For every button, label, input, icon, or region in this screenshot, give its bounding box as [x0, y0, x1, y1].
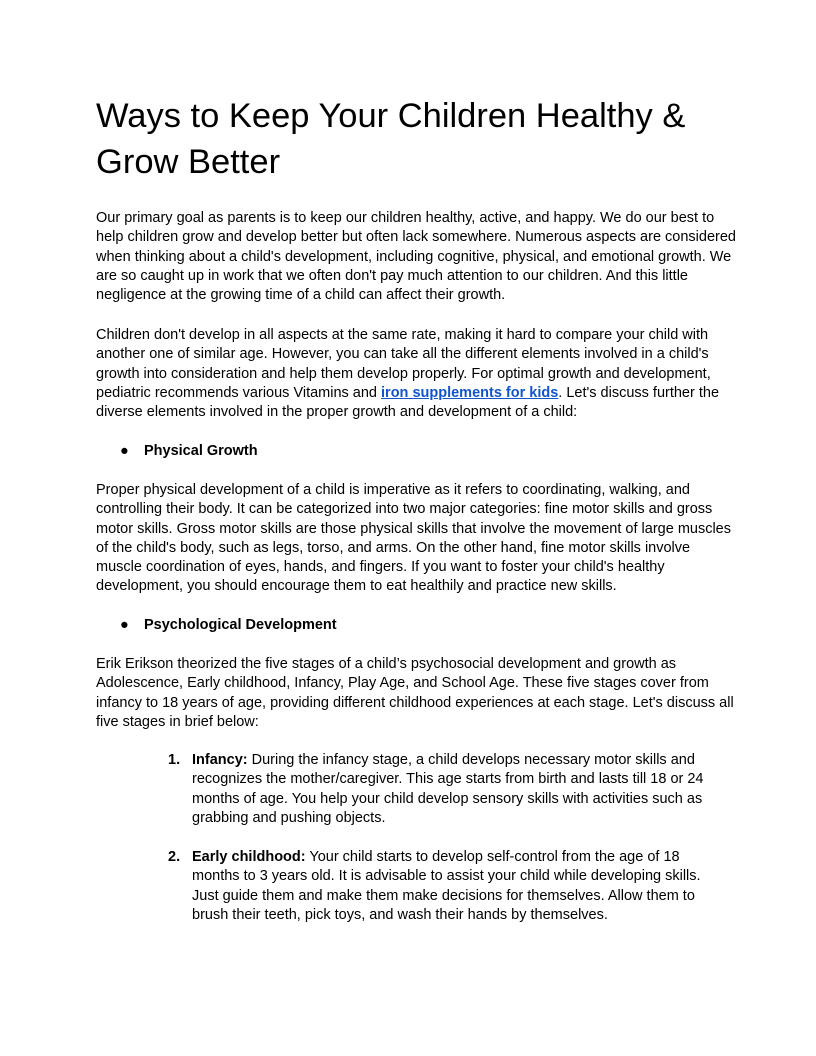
psychological-development-paragraph: Erik Erikson theorized the five stages of a child’s psychosocial development and growth as Adolescence, Early childhood, Infancy, Play Age, and School Age. These five stages cover from infancy to 18 years of age, providing different childhood experiences at each stage. Let's discuss all five stages in brief below:	[96, 656, 734, 730]
list-item-term: Infancy:	[192, 752, 248, 768]
intro-paragraph: Our primary goal as parents is to keep our children healthy, active, and happy. We do our best to help children grow and develop better but often lack somewhere. Numerous aspects are considered when thinking about a child's development, including cognitive, physical, and emotional growth. We are so caught up in work that we often don't pay much attention to our children. And this little negligence at the growing time of a child can affect their growth.	[96, 210, 736, 304]
physical-growth-heading	[120, 442, 258, 461]
supplements-text-before: Children don't develop in all aspects at the same rate, making it hard to compare your child with another one of similar age. However, you can take all the different elements involved in a child's growth into consideration and help them develop properly. For optimal growth and development, pediatric recommends various Vitamins and	[96, 327, 711, 401]
supplements-text-after: . Let's discuss further the diverse elements involved in the proper growth and development of a child:	[96, 384, 720, 421]
list-item-early-childhood	[168, 848, 723, 925]
list-number: 1.	[168, 752, 181, 768]
physical-growth-paragraph: Proper physical development of a child is imperative as it refers to coordinating, walking, and controlling their body. It can be categorized into two major categories: fine motor skills and gross motor skills. Gross motor skills are those physical skills that involve the movement of large muscles of the child's body, such as legs, torso, and arms. On the other hand, fine motor skills involve muscle coordination of eyes, hands, and fingers. If you want to foster your child's healthy development, you should encourage them to eat healthily and practice new skills.	[96, 482, 731, 595]
psychological-development-heading-text: Psychological Development	[144, 617, 337, 633]
supplements-paragraph	[96, 326, 736, 422]
physical-growth-heading-text: Physical Growth	[144, 443, 258, 459]
list-item-term: Early childhood:	[192, 849, 306, 865]
iron-supplements-link[interactable]: iron supplements for kids	[381, 384, 559, 401]
list-item-text: During the infancy stage, a child develops necessary motor skills and recognizes the mother/caregiver. This age starts from birth and lasts till 18 or 24 months of age. You help your child develop sensory skills with activities such as grabbing and pushing objects.	[192, 752, 704, 826]
psychological-development-heading	[120, 616, 337, 635]
list-item-body	[192, 848, 723, 925]
list-item-text: Your child starts to develop self-control from the age of 18 months to 3 years old. It is advisable to assist your child while developing skills. Just guide them and make them make decisions for themselves. Allow them to brush their teeth, pick toys, and wash their hands by themselves.	[192, 849, 701, 923]
list-item-infancy	[168, 751, 723, 828]
page-title: Ways to Keep Your Children Healthy & Grow Better	[96, 97, 686, 181]
bullet-icon: ●	[120, 617, 129, 633]
list-number: 2.	[168, 849, 181, 865]
list-item-body	[192, 751, 723, 828]
bullet-icon: ●	[120, 443, 129, 459]
